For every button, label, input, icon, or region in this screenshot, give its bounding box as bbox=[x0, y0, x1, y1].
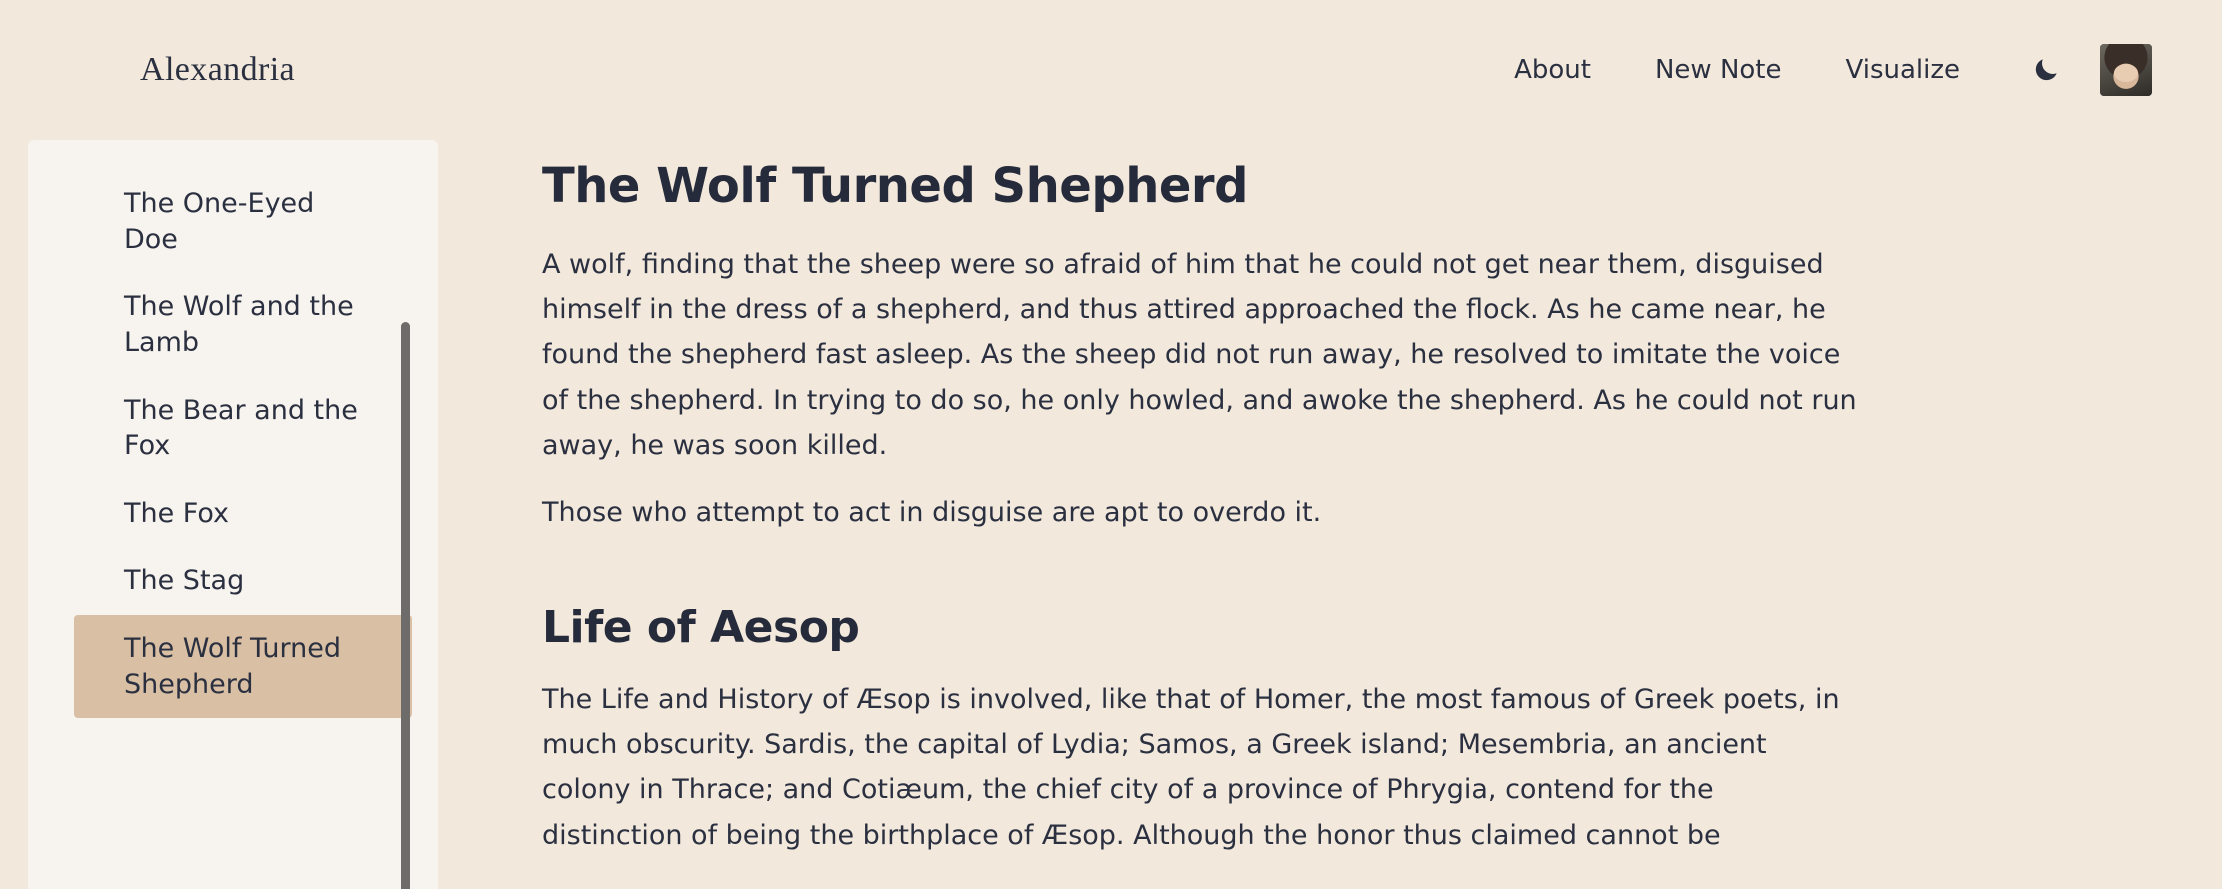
article-moral: Those who attempt to act in disguise are apt to overdo it. bbox=[542, 497, 1322, 529]
notes-list bbox=[28, 140, 438, 718]
app-header bbox=[0, 0, 2222, 140]
sidebar-item-the-bear-and-the-fox[interactable]: The Bear and the Fox bbox=[124, 394, 358, 462]
app-brand[interactable]: Alexandria bbox=[140, 51, 296, 88]
sidebar-item-the-fox[interactable]: The Fox bbox=[124, 497, 230, 529]
main-nav bbox=[1482, 44, 2152, 96]
notes-sidebar bbox=[28, 140, 438, 889]
sidebar-scrollbar-thumb[interactable] bbox=[401, 322, 410, 889]
avatar-image bbox=[2100, 44, 2152, 96]
nav-about[interactable]: About bbox=[1514, 55, 1591, 85]
article-pane bbox=[438, 140, 2222, 889]
user-avatar[interactable] bbox=[2100, 44, 2152, 96]
sidebar-scrollbar[interactable] bbox=[401, 322, 410, 889]
section-heading-life-of-aesop: Life of Aesop bbox=[542, 601, 860, 653]
page-title: The Wolf Turned Shepherd bbox=[542, 158, 1248, 214]
sidebar-item-the-wolf-and-the-lamb[interactable]: The Wolf and the Lamb bbox=[124, 291, 354, 358]
sidebar-item-the-wolf-turned-shepherd[interactable]: The Wolf Turned Shepherd bbox=[74, 615, 412, 718]
moon-icon[interactable] bbox=[2026, 50, 2066, 90]
sidebar-item-the-stag[interactable]: The Stag bbox=[124, 565, 245, 597]
nav-new-note[interactable]: New Note bbox=[1654, 55, 1782, 85]
sidebar-item-the-one-eyed-doe[interactable]: The One-Eyed Doe bbox=[124, 188, 315, 255]
nav-visualize[interactable]: Visualize bbox=[1845, 55, 1960, 85]
content-area bbox=[0, 140, 2222, 889]
article-paragraph: A wolf, finding that the sheep were so afraid of him that he could not get near them, disguised himself in the dress of a shepherd, and thus attired approached the flock. As he came near, he found the shepherd fast asleep. As the sheep did not run away, he resolved to imitate the voice of the shepherd. In trying to do so, he only howled, and awoke the shepherd. As he could not run away, he was soon killed. bbox=[542, 248, 1857, 462]
section-paragraph: The Life and History of Æsop is involved, like that of Homer, the most famous of Greek poets, in much obscurity. Sardis, the capital of Lydia; Samos, a Greek island; Mesembria, an ancient colony in Thrace; and Cotiæum, the chief city of a province of Phrygia, contend for the distinction of being the birthplace of Æsop. Although the honor thus claimed cannot be bbox=[542, 683, 1840, 851]
